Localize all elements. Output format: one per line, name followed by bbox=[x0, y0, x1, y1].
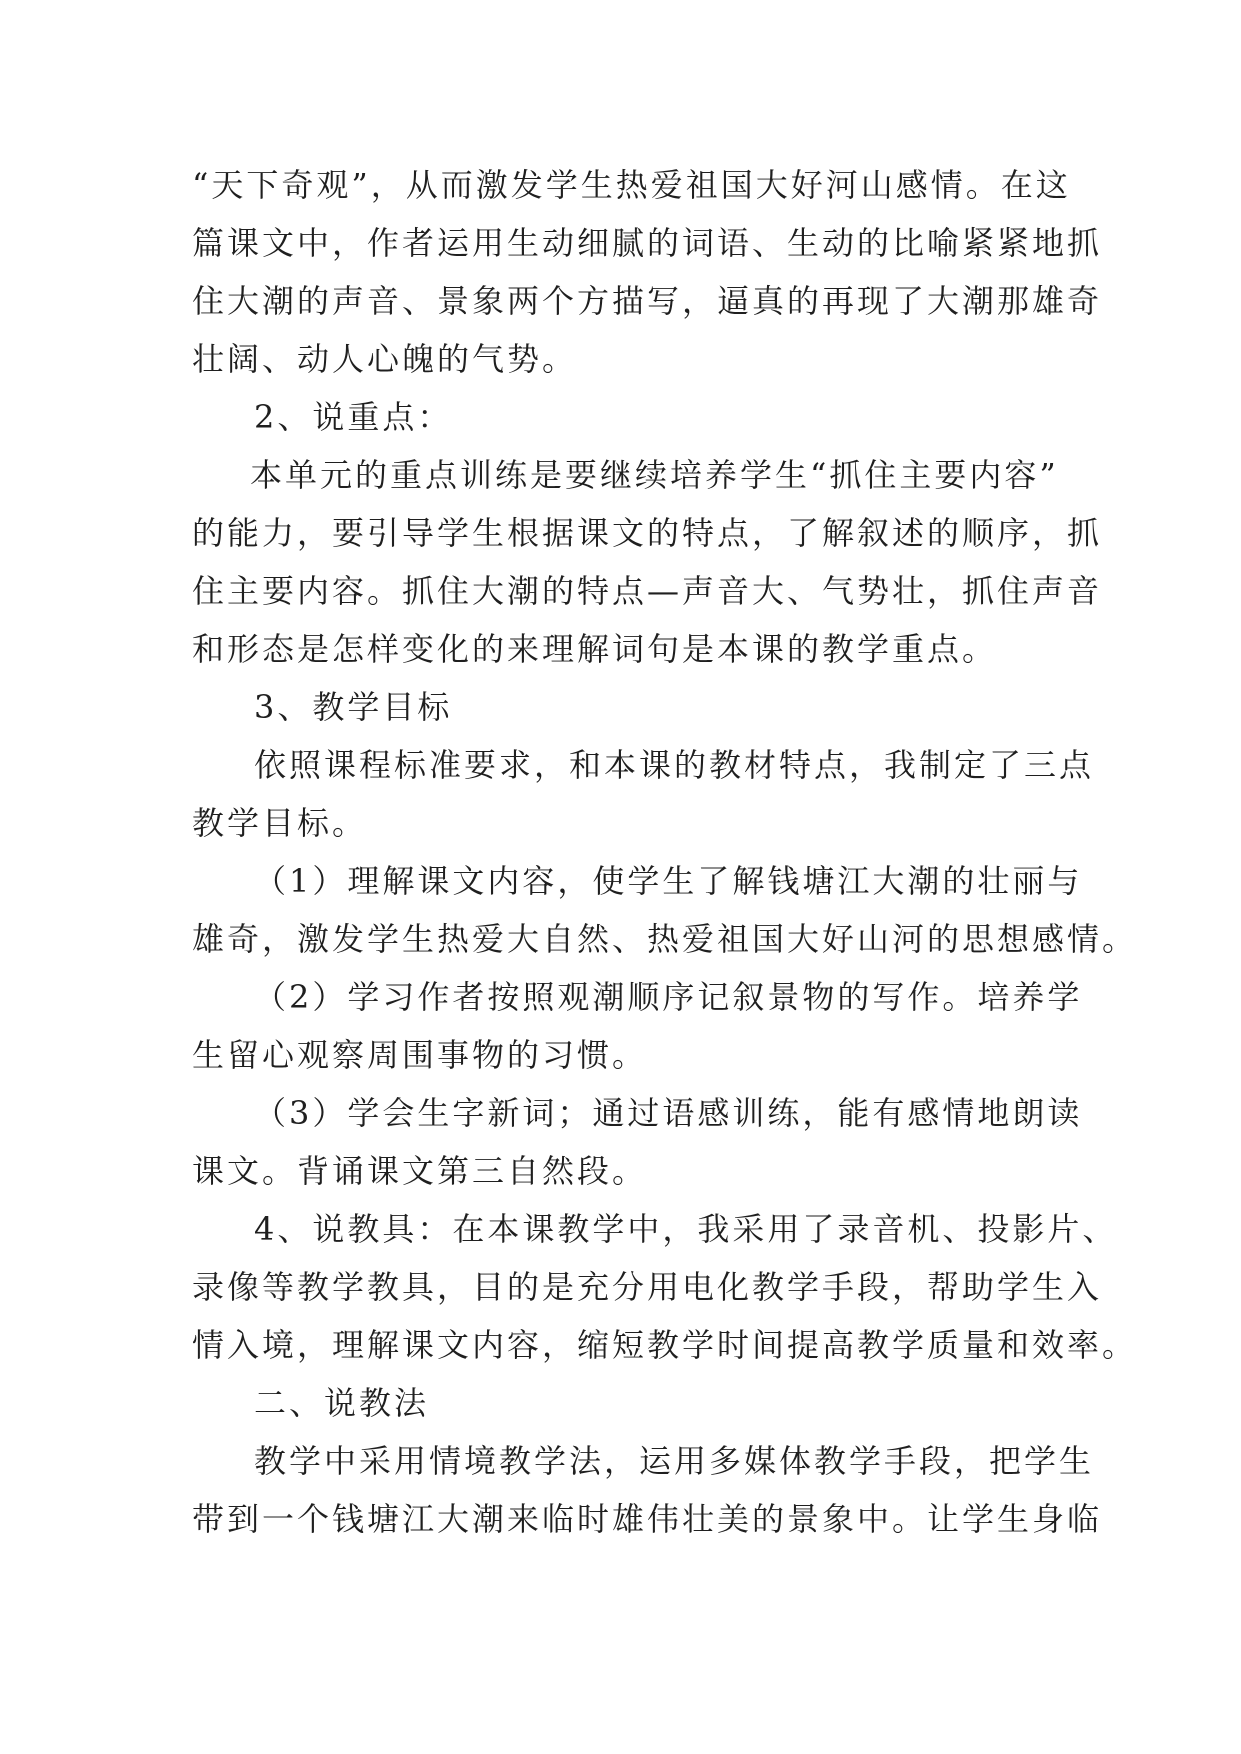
list-item: （2）学习作者按照观潮顺序记叙景物的写作。培养学 bbox=[254, 978, 1083, 1016]
section-heading: 二、说教法 bbox=[254, 1384, 430, 1422]
text-line: 教学中采用情境教学法，运用多媒体教学手段，把学生 bbox=[254, 1442, 1095, 1480]
text-line: 本单元的重点训练是要继续培养学生“抓住主要内容” bbox=[250, 456, 1059, 494]
text-line: 壮阔、动人心魄的气势。 bbox=[192, 340, 578, 378]
section-heading: 3、教学目标 bbox=[254, 688, 453, 726]
text-line: 教学目标。 bbox=[192, 804, 368, 842]
list-item: （3）学会生字新词；通过语感训练，能有感情地朗读 bbox=[254, 1094, 1083, 1132]
text-line: 依照课程标准要求，和本课的教材特点，我制定了三点 bbox=[254, 746, 1095, 784]
document-body bbox=[192, 156, 1138, 1548]
text-line: 的能力，要引导学生根据课文的特点，了解叙述的顺序，抓 bbox=[192, 514, 1103, 552]
text-line: 雄奇，激发学生热爱大自然、热爱祖国大好山河的思想感情。 bbox=[192, 920, 1138, 958]
text-line: “天下奇观”，从而激发学生热爱祖国大好河山感情。在这 bbox=[192, 166, 1071, 204]
text-line: 课文。背诵课文第三自然段。 bbox=[192, 1152, 648, 1190]
section-heading: 4、说教具：在本课教学中，我采用了录音机、投影片、 bbox=[254, 1210, 1118, 1248]
text-line: 住主要内容。抓住大潮的特点—声音大、气势壮，抓住声音 bbox=[192, 572, 1103, 610]
text-line: 情入境，理解课文内容，缩短教学时间提高教学质量和效率。 bbox=[192, 1326, 1138, 1364]
text-line: 录像等教学教具，目的是充分用电化教学手段，帮助学生入 bbox=[192, 1268, 1103, 1306]
text-line: 生留心观察周围事物的习惯。 bbox=[192, 1036, 648, 1074]
text-line: 带到一个钱塘江大潮来临时雄伟壮美的景象中。让学生身临 bbox=[192, 1500, 1103, 1538]
section-heading: 2、说重点： bbox=[254, 398, 453, 436]
text-line: 篇课文中，作者运用生动细腻的词语、生动的比喻紧紧地抓 bbox=[192, 224, 1103, 262]
text-line: 住大潮的声音、景象两个方描写，逼真的再现了大潮那雄奇 bbox=[192, 282, 1103, 320]
list-item: （1）理解课文内容，使学生了解钱塘江大潮的壮丽与 bbox=[254, 862, 1083, 900]
text-line: 和形态是怎样变化的来理解词句是本课的教学重点。 bbox=[192, 630, 998, 668]
